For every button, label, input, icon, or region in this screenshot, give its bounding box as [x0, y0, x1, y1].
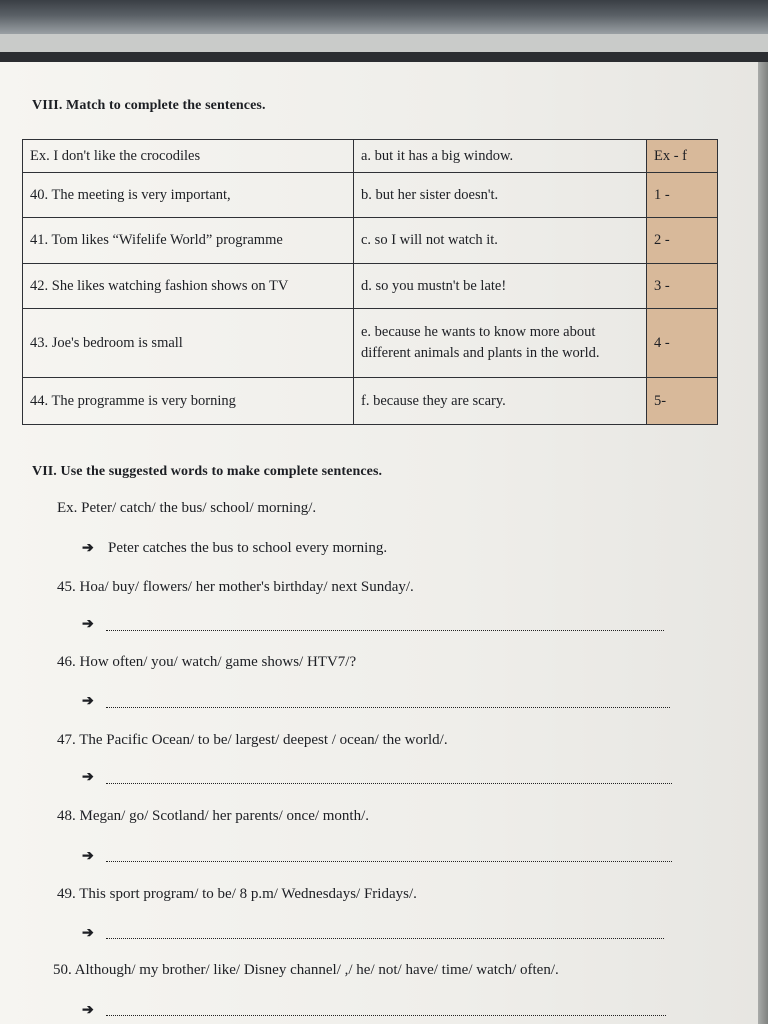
answer-cell[interactable]: 4 -: [647, 309, 718, 378]
arrow-icon: ➔: [82, 770, 94, 785]
arrow-icon: ➔: [82, 617, 94, 632]
monitor-edge: [0, 52, 768, 62]
table-row: [23, 264, 718, 309]
arrow-icon: ➔: [82, 694, 94, 709]
sentence-end-cell: a. but it has a big window.: [354, 140, 647, 173]
example-prompt: Ex. Peter/ catch/ the bus/ school/ morning/.: [57, 500, 317, 516]
section-8-title: VIII. Match to complete the sentences.: [32, 98, 266, 113]
table-row: [23, 140, 718, 173]
answer-row: [82, 925, 108, 942]
example-answer: Peter catches the bus to school every morning.: [108, 540, 388, 556]
sentence-start-cell: 40. The meeting is very important,: [23, 173, 354, 218]
table-row: [23, 218, 718, 264]
monitor-right-edge: [758, 62, 768, 1024]
arrow-icon: ➔: [82, 849, 94, 864]
answer-cell: Ex - f: [647, 140, 718, 173]
example-answer-row: [82, 540, 387, 557]
sentence-end-cell: b. but her sister doesn't.: [354, 173, 647, 218]
answer-blank-47[interactable]: [106, 783, 672, 784]
answer-cell[interactable]: 1 -: [647, 173, 718, 218]
monitor-top-frame: [0, 0, 768, 34]
question-50: 50. Although/ my brother/ like/ Disney channel/ ,/ he/ not/ have/ time/ watch/ often/.: [53, 962, 559, 978]
matching-table: [22, 139, 718, 425]
question-49: 49. This sport program/ to be/ 8 p.m/ Wednesdays/ Fridays/.: [57, 886, 417, 902]
sentence-start-cell: 43. Joe's bedroom is small: [23, 309, 354, 378]
sentence-start-cell: 44. The programme is very borning: [23, 378, 354, 425]
table-row: [23, 378, 718, 425]
arrow-icon: ➔: [82, 541, 94, 556]
answer-blank-50[interactable]: [106, 1015, 666, 1016]
answer-cell[interactable]: 3 -: [647, 264, 718, 309]
arrow-icon: ➔: [82, 1003, 94, 1018]
answer-cell[interactable]: 5-: [647, 378, 718, 425]
question-47: 47. The Pacific Ocean/ to be/ largest/ deepest / ocean/ the world/.: [57, 732, 448, 748]
sentence-start-cell: 41. Tom likes “Wifelife World” programme: [23, 218, 354, 264]
answer-blank-45[interactable]: [106, 630, 664, 631]
sentence-end-cell: e. because he wants to know more about different animals and plants in the world.: [354, 309, 647, 378]
table-row: [23, 173, 718, 218]
answer-cell[interactable]: 2 -: [647, 218, 718, 264]
answer-row: [82, 616, 108, 633]
answer-row: [82, 769, 108, 786]
question-45: 45. Hoa/ buy/ flowers/ her mother's birthday/ next Sunday/.: [57, 579, 414, 595]
table-row: [23, 309, 718, 378]
question-46: 46. How often/ you/ watch/ game shows/ HTV7/?: [57, 654, 357, 670]
answer-blank-49[interactable]: [106, 938, 664, 939]
answer-row: [82, 693, 108, 710]
sentence-start-cell: Ex. I don't like the crocodiles: [23, 140, 354, 173]
answer-blank-46[interactable]: [106, 707, 670, 708]
answer-row: [82, 848, 108, 865]
sentence-end-cell: c. so I will not watch it.: [354, 218, 647, 264]
answer-blank-48[interactable]: [106, 861, 672, 862]
arrow-icon: ➔: [82, 926, 94, 941]
sentence-end-cell: d. so you mustn't be late!: [354, 264, 647, 309]
sentence-start-cell: 42. She likes watching fashion shows on TV: [23, 264, 354, 309]
answer-row: [82, 1002, 108, 1019]
sentence-end-cell: f. because they are scary.: [354, 378, 647, 425]
question-48: 48. Megan/ go/ Scotland/ her parents/ once/ month/.: [57, 808, 370, 824]
section-7-title: VII. Use the suggested words to make complete sentences.: [32, 464, 383, 479]
